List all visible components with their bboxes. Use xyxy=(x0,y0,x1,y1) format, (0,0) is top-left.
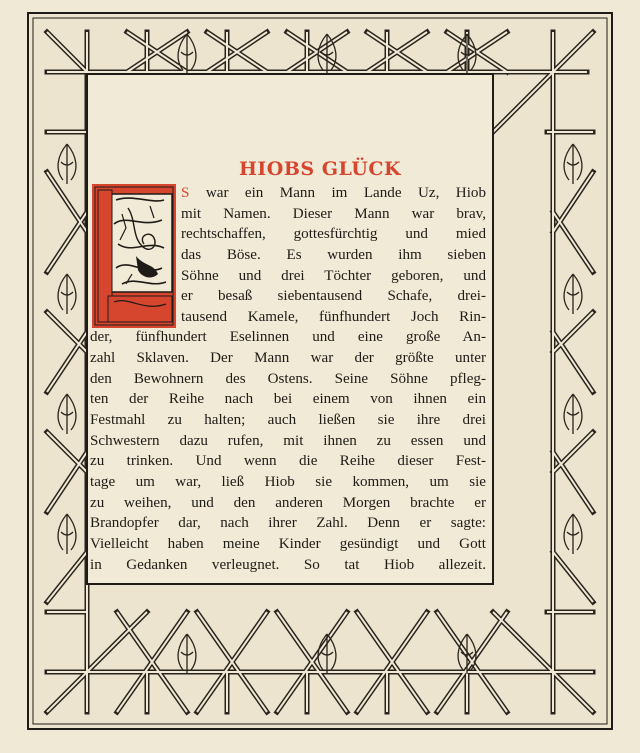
text-line: Festmahl zu halten; auch ließen sie ihre drei xyxy=(90,412,486,429)
text-line: zu trinken. Und wenn die Reihe dieser Fest- xyxy=(90,453,486,470)
text-line: ten der Reihe nach bei einem von ihnen ein xyxy=(90,391,486,408)
text-line: in Gedanken verleugnet. So tat Hiob allezeit. xyxy=(90,556,486,573)
text-line: rechtschaffen, gottesfürchtig und mied xyxy=(181,226,486,243)
text-line: tausend Kamele, fünfhundert Joch Rin- xyxy=(181,308,486,325)
text-line: das Böse. Es wurden ihm sieben xyxy=(181,246,486,263)
text-line: S war ein Mann im Lande Uz, Hiob xyxy=(181,185,486,201)
text-line: Schwestern dazu rufen, mit ihnen zu essen und xyxy=(90,432,486,449)
text-line: Vielleicht haben meine Kinder gesündigt und Gott xyxy=(90,535,486,552)
text-line: Söhne und drei Töchter geboren, und xyxy=(181,267,486,284)
text-line: mit Namen. Dieser Mann war brav, xyxy=(181,205,486,222)
text-line: zahl Sklaven. Der Mann war der größte unter xyxy=(90,350,486,367)
page-title: HIOBS GLÜCK xyxy=(238,158,402,180)
text-line: tage um war, ließ Hiob sie kommen, um sie xyxy=(90,473,486,490)
text-line: der, fünfhundert Eselinnen und eine große An- xyxy=(90,329,486,346)
text-line: den Bewohnern des Ostens. Seine Söhne pfleg- xyxy=(90,370,486,387)
text-line: er besaß siebentausend Schafe, drei- xyxy=(181,288,486,305)
body-text xyxy=(90,183,486,575)
text-line: Brandopfer dar, nach ihrer Zahl. Denn er sagte: xyxy=(90,515,486,532)
text-line: zu weihen, und den anderen Morgen brachte er xyxy=(90,494,486,511)
